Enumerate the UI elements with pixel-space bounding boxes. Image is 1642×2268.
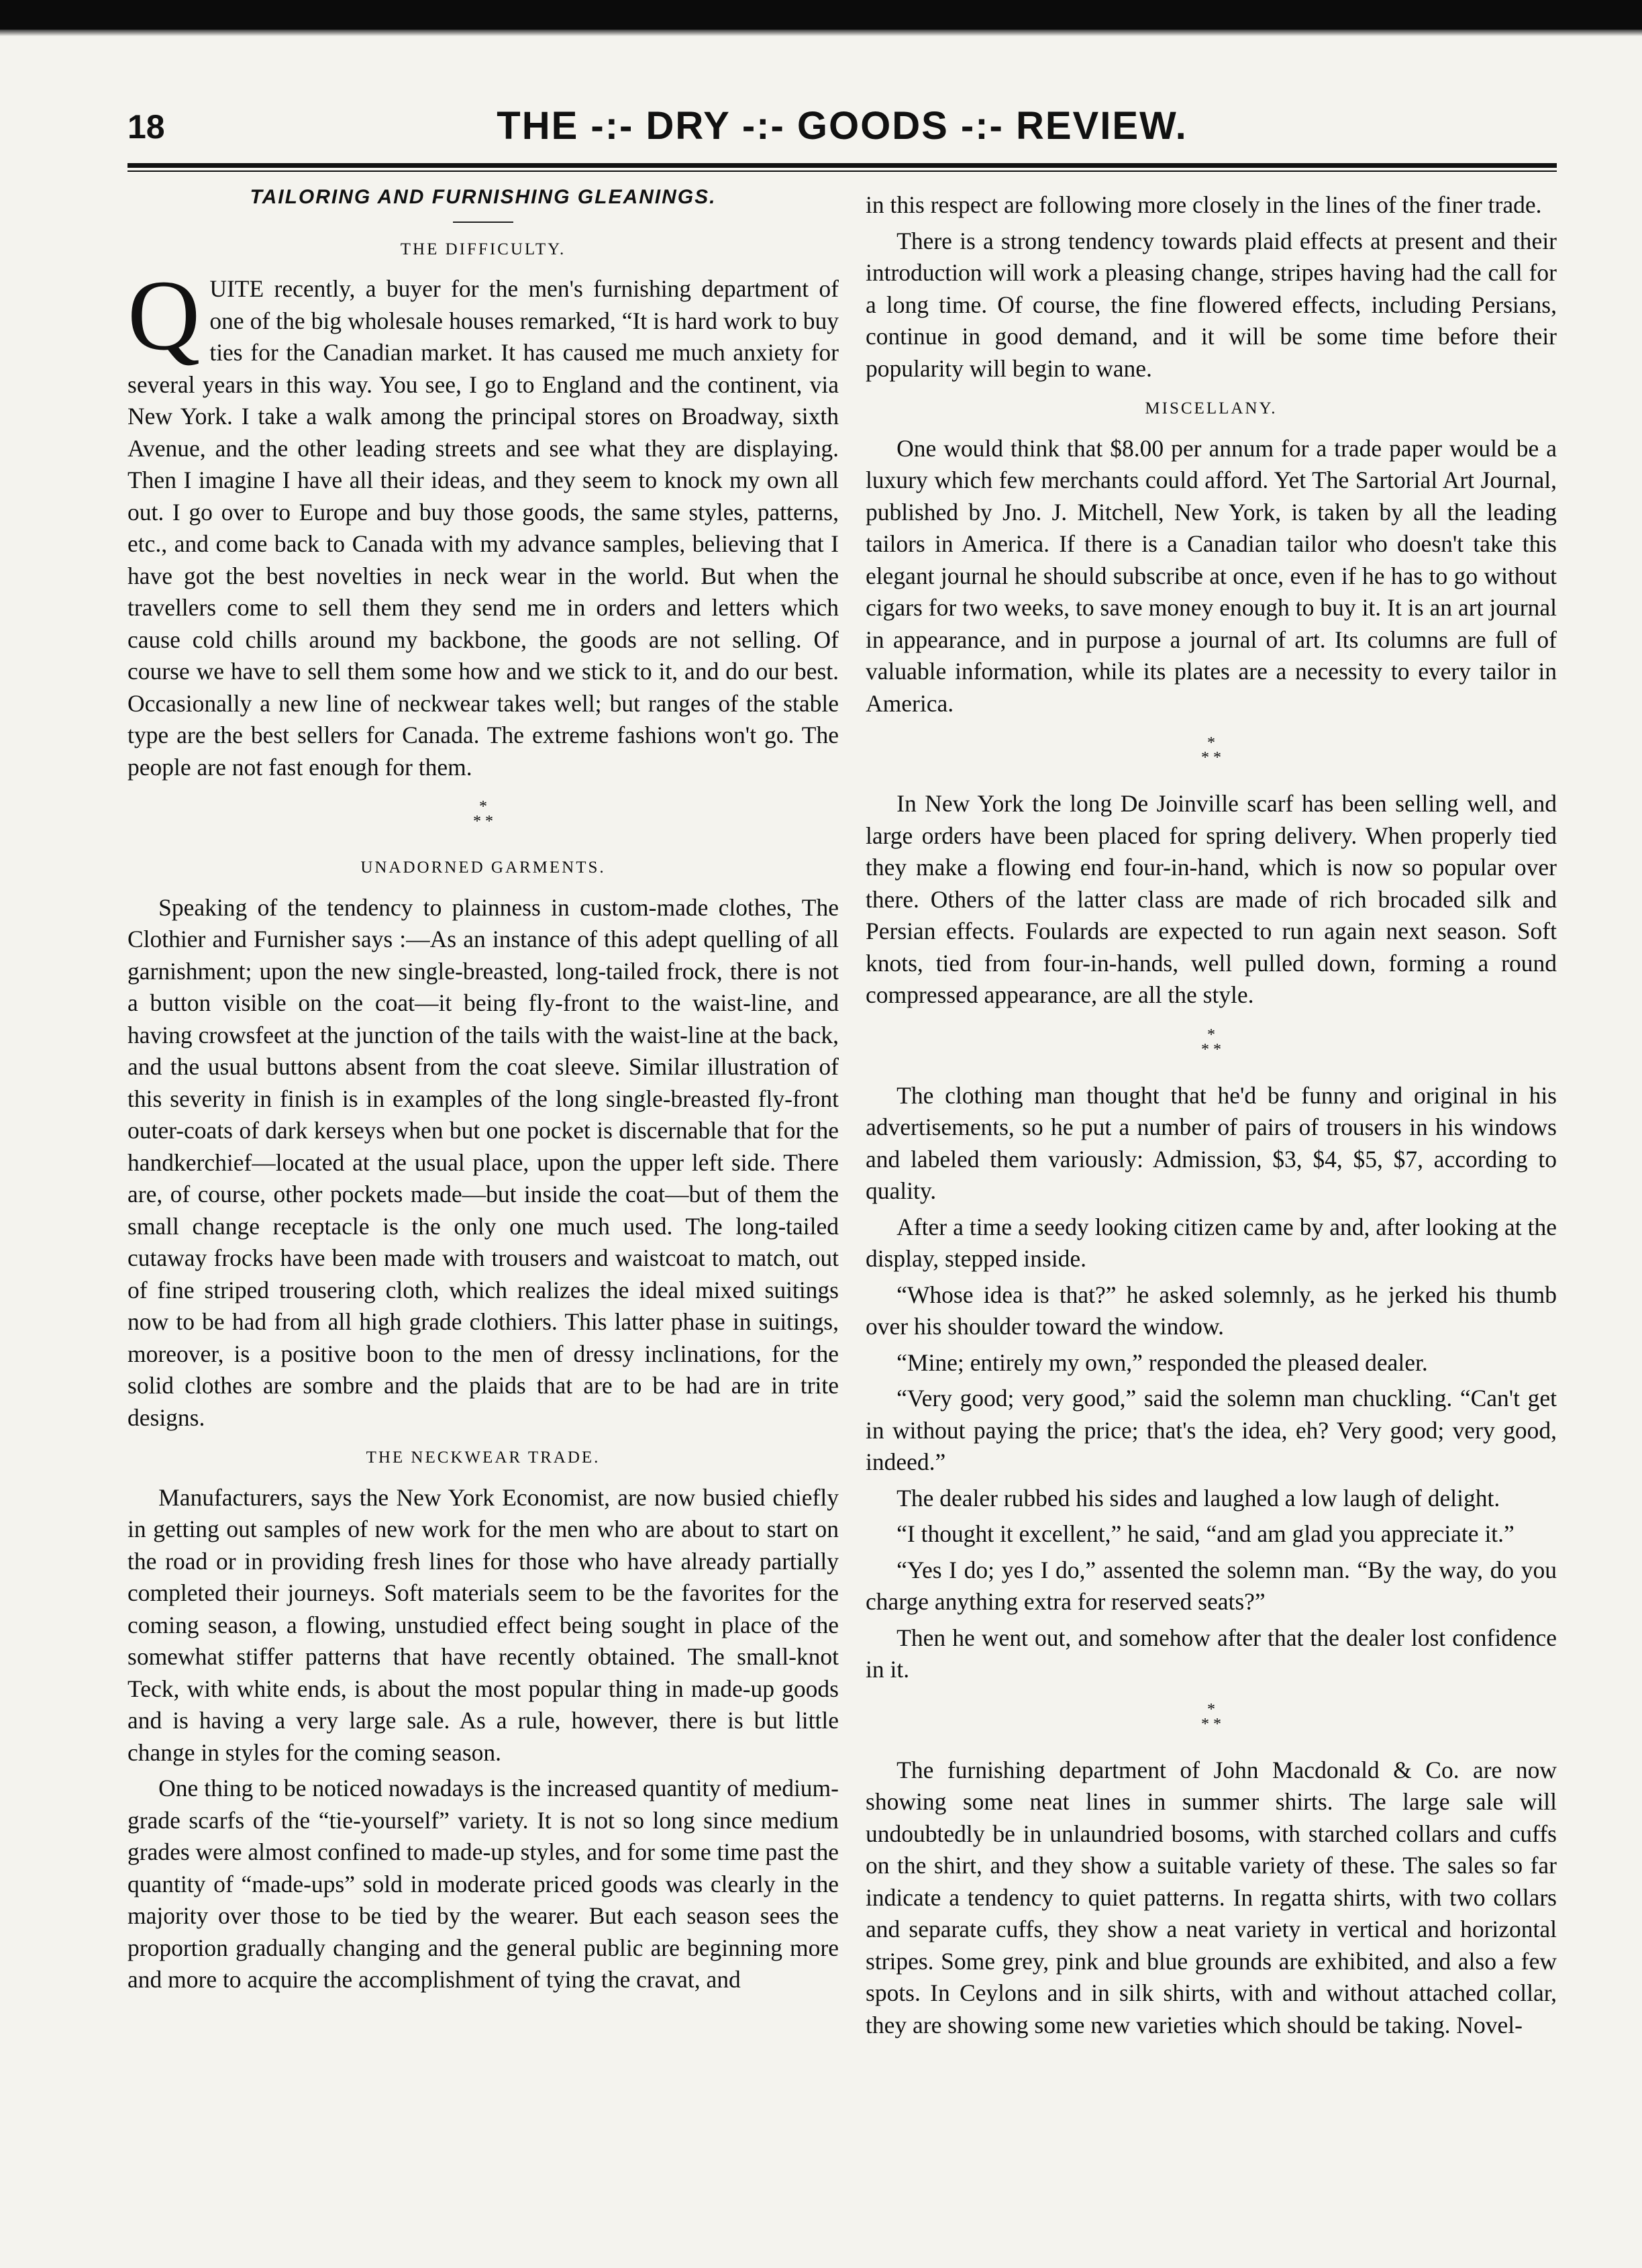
heading-difficulty: THE DIFFICULTY. — [400, 240, 566, 258]
asterism-divider: * * * — [1201, 734, 1221, 767]
article-dejoinville: In New York the long De Joinville scarf has been selling well, and large orders have been placed for spring delivery. When properly tied they make a flowing end four-in-hand, which is now so popular over there. Others of the latter class are made of rich brocaded silk and Persian effects. Foulards are expected to run again next season. Soft knots, tied from four-in-hands, well pulled down, forming a round compressed appearance, are all the style. — [866, 790, 1557, 1008]
article-difficulty — [127, 260, 839, 783]
masthead-title: THE -:- DRY -:- GOODS -:- REVIEW. — [497, 104, 1188, 148]
page-header — [127, 101, 1557, 164]
article-neckwear-p1: Manufacturers, says the New York Economist, are now busied chiefly in getting out samples of new work for the men who are about to start on the road or in providing fresh lines for those who have already partially completed their journeys. Soft materials seem to be the favorites for the coming season, a flowing, unstudied effect being sought in place of the somewhat stiffer patterns that have recently obtained. The small-knot Teck, with white ends, is about the most popular thing in made-up goods and is having a very large sale. As a rule, however, there is but little change in styles for the coming season. — [127, 1483, 839, 1766]
asterism-divider: * * * — [1201, 1026, 1221, 1058]
asterism-divider: * * * — [473, 798, 493, 830]
heading-miscellany: MISCELLANY. — [1145, 399, 1278, 417]
header-rule — [127, 163, 1557, 168]
scan-top-shadow — [0, 30, 1642, 36]
story-p3: “Whose idea is that?” he asked solemnly, as he jerked his thumb over his shoulder toward the window. — [866, 1281, 1557, 1340]
story-p1: The clothing man thought that he'd be funny and original in his advertisements, so he put a number of pairs of trousers in his windows and labeled them variously: Admission, $3, $4, $5, $7, according to quality. — [866, 1081, 1557, 1204]
story-p9: Then he went out, and somehow after that the dealer lost confidence in it. — [866, 1624, 1557, 1683]
story-p6: The dealer rubbed his sides and laughed a low laugh of delight. — [896, 1484, 1500, 1512]
scan-top-border — [0, 0, 1642, 30]
section-title: TAILORING AND FURNISHING GLEANINGS. — [250, 186, 717, 208]
left-column — [127, 181, 839, 2222]
heading-neckwear: THE NECKWEAR TRADE. — [366, 1448, 601, 1467]
story-p2: After a time a seedy looking citizen came by and, after looking at the display, stepped inside. — [866, 1213, 1557, 1272]
article-miscellany: One would think that $8.00 per annum for a trade paper would be a luxury which few merchants could afford. Yet The Sartorial Art Journal, published by Jno. J. Mitchell, New York, is taken by all the leading tailors in America. If there is a Canadian tailor who doesn't take this elegant journal he should subscribe at once, even if he has to go without cigars for two weeks, to save money enough to buy it. It is an art journal in appearance, and in purpose a journal of art. Its columns are full of valuable information, while its plates are a necessity to every tailor in America. — [866, 434, 1557, 717]
heading-unadorned: UNADORNED GARMENTS. — [360, 858, 606, 877]
continued-paragraph: in this respect are following more closely in the lines of the finer trade. — [866, 191, 1542, 218]
header-rule-thin — [127, 170, 1557, 172]
article-difficulty-text: UITE recently, a buyer for the men's furnishing department of one of the big wholesale houses remarked, “It is hard work to buy ties for the Canadian market. It has caused me much anxiety for several years in this way. You see, I go to England and the continent, via New York. I take a walk among the principal stores on Broadway, sixth Avenue, and the other leading streets and see what they are displaying. Then I imagine I have all their ideas, and they seem to knock my own all out. I go over to Europe and buy those goods, the same styles, patterns, etc., and come back to Canada with my advance samples, believing that I have got the best novelties in neck wear in the world. But when the travellers come to sell them they send me in orders and letters which cause cold chills around my backbone, the goods are not selling. Of course we have to sell them some how and we stick to it, and do our best. Occasionally a new line of neckwear takes well; but ranges of the stable type are the best sellers for Canada. The extreme fashions won't go. The people are not fast enough for them. — [127, 275, 839, 781]
drop-cap: Q — [127, 260, 201, 371]
page-number: 18 — [127, 108, 165, 146]
article-plaid: There is a strong tendency towards plaid effects at present and their introduction will work a pleasing change, stripes having had the call for a long time. Of course, the fine flowered effects, including Persians, continue in good demand, and it will be some time before their popularity will begin to wane. — [866, 227, 1557, 382]
article-neckwear-p2: One thing to be noticed nowadays is the increased quantity of medium-grade scarfs of the “tie-yourself” variety. It is not so long since medium grades were almost confined to made-up styles, and for some time past the quantity of “made-ups” sold in moderate priced goods was clearly in the majority over those to be tied by the wearer. But each season sees the proportion gradually changing and the general public are beginning more and more to acquire the accomplishment of tying the cravat, and — [127, 1775, 839, 1993]
article-unadorned: Speaking of the tendency to plainness in custom-made clothes, The Clothier and Furnisher says :—As an instance of this adept quelling of all garnishment; upon the new single-breasted, long-tailed frock, there is not a button visible on the coat—it being fly-front to the waist-line, and having crowsfeet at the junction of the tails with the waist-line at the back, and the usual buttons absent from the coat sleeve. Similar illustration of this severity in finish is in examples of the long single-breasted fly-front outer-coats of dark kerseys when but one pocket is discernable that for the handkerchief—located at the usual place, upon the upper left side. There are, of course, other pockets made—but inside the coat—but of them the small change receptacle is the only one much used. The long-tailed cutaway frocks have been made with trousers and waistcoat to match, out of fine striped trousering cloth, which realizes the ideal mixed suitings now to be had from all high grade clothiers. This latter phase in suitings, moreover, is a positive boon to the men of dressy inclinations, for the solid clothes are sombre and the plaids that are to be had are in trite designs. — [127, 893, 839, 1431]
story-p5: “Very good; very good,” said the solemn man chuckling. “Can't get in without paying the price; that's the idea, eh? Very good; very good, indeed.” — [866, 1385, 1557, 1475]
asterism-divider: * * * — [1201, 1700, 1221, 1733]
article-macdonald: The furnishing department of John Macdonald & Co. are now showing some neat lines in summer shirts. The large sale will undoubtedly be in unlaundried bosoms, with starched collars and cuffs on the shirt, and they show a suitable variety of these. The sales so far indicate a tendency to quiet patterns. In regatta shirts, with two collars and separate cuffs, they show a neat variety in vertical and horizontal stripes. Some grey, pink and blue grounds are exhibited, and also a few spots. In Ceylons and in silk shirts, with and without attached collar, they are showing some new varieties which should be taking. Novel- — [866, 1756, 1557, 2038]
story-p4: “Mine; entirely my own,” responded the pleased dealer. — [896, 1348, 1428, 1376]
story-p8: “Yes I do; yes I do,” assented the solemn man. “By the way, do you charge anything extra for reserved seats?” — [866, 1556, 1557, 1615]
section-title-rule — [453, 221, 513, 223]
story-p7: “I thought it excellent,” he said, “and am glad you appreciate it.” — [896, 1520, 1515, 1547]
right-column — [866, 189, 1557, 2230]
